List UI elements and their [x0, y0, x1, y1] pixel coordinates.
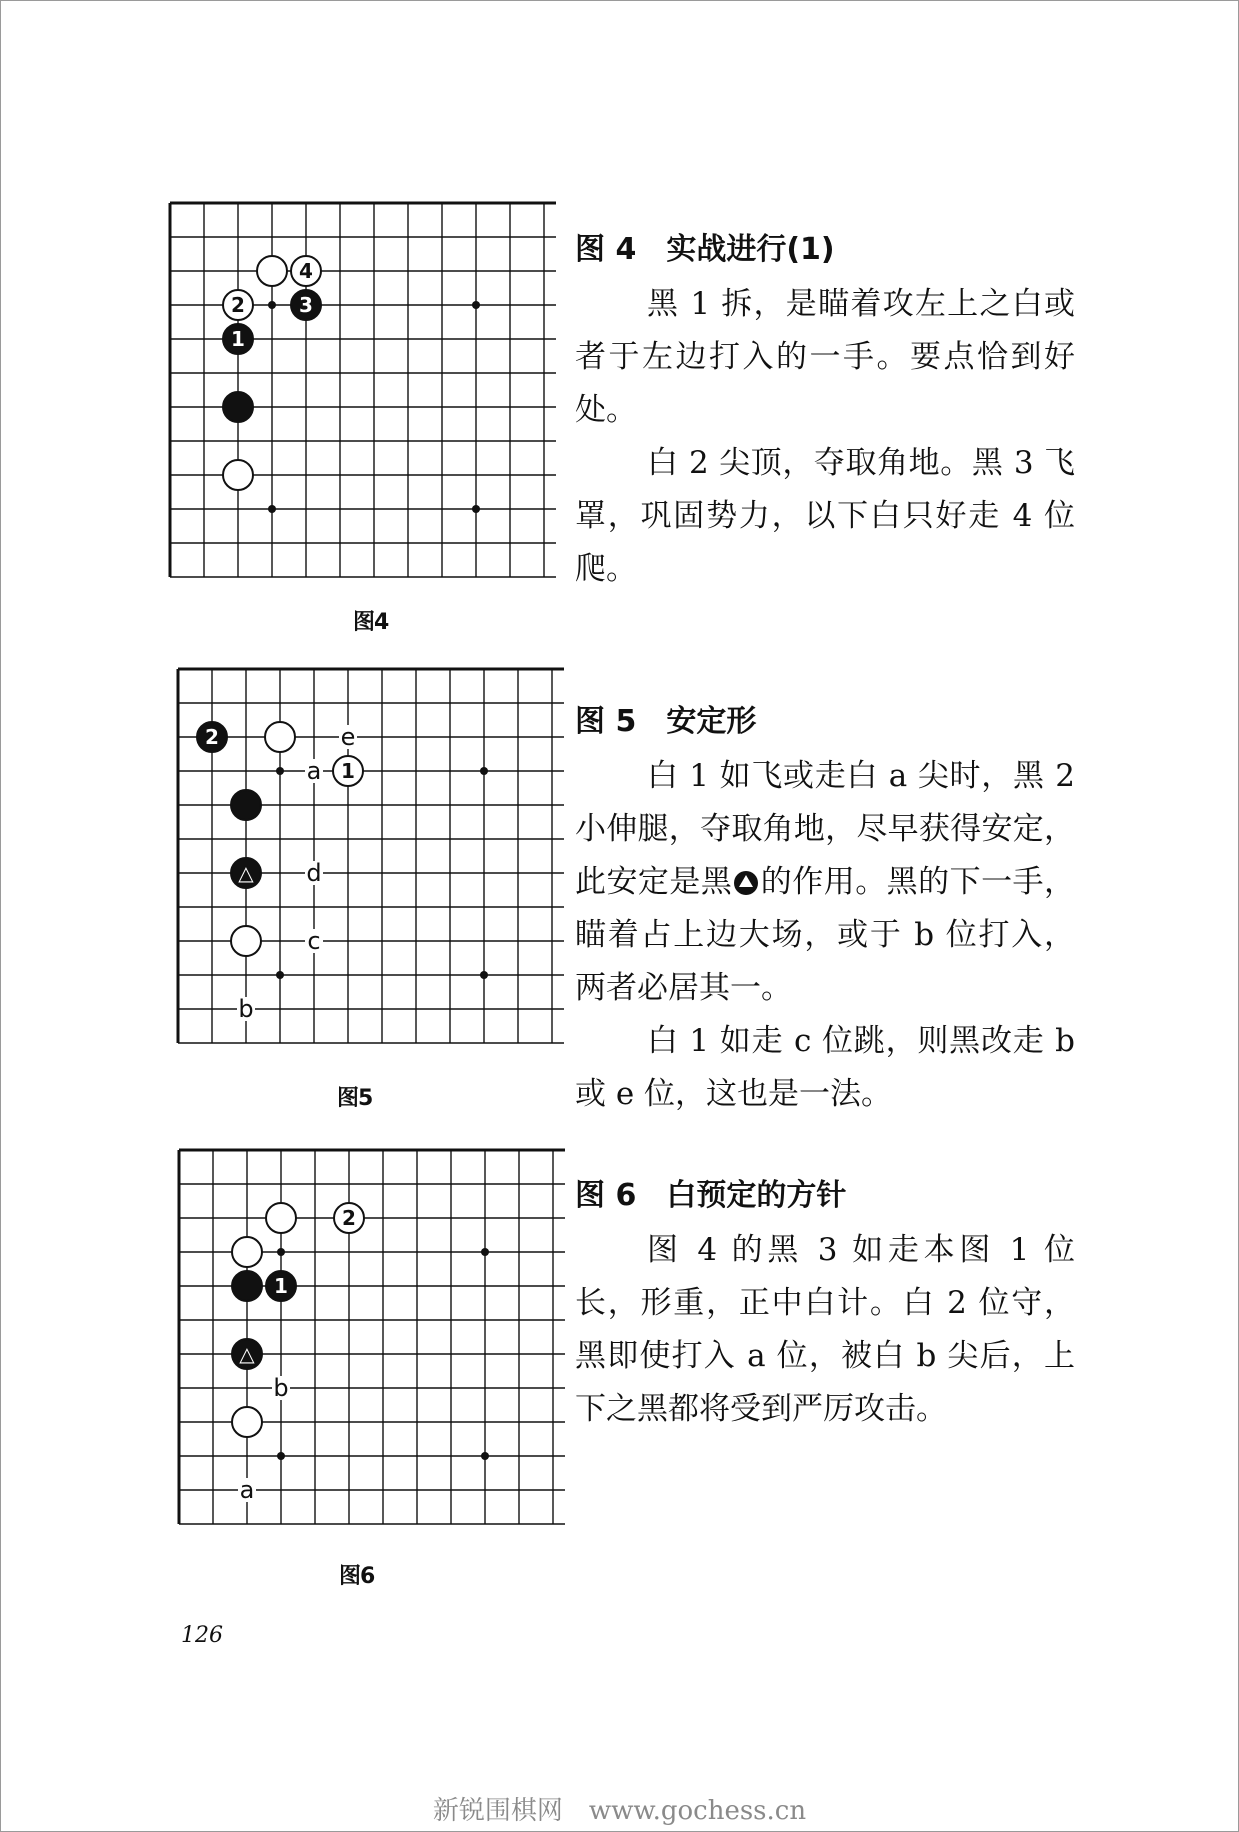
board-svg-fig4	[166, 199, 556, 592]
stone-label: 3	[299, 293, 313, 317]
black-triangle-stone-icon	[734, 871, 758, 895]
figure-caption-fig5: 图5	[337, 1086, 373, 1111]
site-watermark: 新锐围棋网 www.gochess.cn	[432, 1796, 807, 1826]
position-letter-a: a	[239, 1476, 255, 1504]
paragraph-fig5-2: 白 1 如走 c 位跳，则黑改走 b 或 e 位，这也是一法。	[575, 1023, 1075, 1112]
position-letter-e: e	[340, 723, 356, 751]
star-point	[276, 767, 284, 775]
stone-label: △	[239, 1342, 255, 1366]
white-stone	[223, 460, 253, 490]
commentary-fig6	[575, 1169, 1075, 1436]
star-point	[277, 1452, 285, 1460]
black-stone	[232, 1271, 262, 1301]
star-point	[472, 505, 480, 513]
go-board-fig4	[166, 199, 556, 592]
paragraph-fig5-1-text: 白 1 如飞或走白 a 尖时，黑 2 小伸腿，夺取角地，尽早获得安定，此安定是黑	[575, 758, 1075, 900]
paragraph-fig5-1	[575, 750, 1075, 1015]
star-point	[480, 767, 488, 775]
figure-caption-fig6: 图6	[339, 1564, 375, 1589]
white-stone	[232, 1407, 262, 1437]
stone-label: 1	[231, 327, 245, 351]
star-point	[277, 1248, 285, 1256]
paragraph-fig6-1: 图 4 的黑 3 如走本图 1 位长，形重，正中白计。白 2 位守，黑即使打入 a 位，被白 b 尖后，上下之黑都将受到严厉攻击。	[575, 1232, 1075, 1427]
position-letter-b: b	[273, 1374, 289, 1402]
paragraph-fig5-1-cont: 的作用。黑的下一手，瞄着占上边大场，或于 b 位打入，两者必居其一。	[575, 864, 1076, 1006]
black-stone	[231, 790, 261, 820]
stone-label: △	[238, 861, 254, 885]
star-point	[480, 971, 488, 979]
star-point	[472, 301, 480, 309]
black-stone	[223, 392, 253, 422]
heading-fig4: 图 4 实战进行(1)	[575, 232, 835, 267]
stone-label: 2	[342, 1206, 356, 1230]
go-board-fig5	[174, 665, 564, 1058]
board-svg-fig5	[174, 665, 564, 1058]
position-letter-b: b	[238, 995, 254, 1023]
commentary-fig4	[575, 223, 1075, 596]
page-number: 126	[181, 1623, 223, 1648]
star-point	[268, 505, 276, 513]
star-point	[481, 1248, 489, 1256]
paragraph-fig4-2: 白 2 尖顶，夺取角地。黑 3 飞罩，巩固势力，以下白只好走 4 位爬。	[575, 445, 1075, 587]
board-svg-fig6	[175, 1146, 565, 1539]
stone-label: 1	[274, 1274, 288, 1298]
go-board-fig6	[175, 1146, 565, 1539]
white-stone	[265, 722, 295, 752]
star-point	[276, 971, 284, 979]
stone-label: 1	[341, 759, 355, 783]
heading-fig5: 图 5 安定形	[575, 704, 757, 739]
star-point	[268, 301, 276, 309]
stone-label: 2	[231, 293, 245, 317]
position-letter-c: c	[307, 927, 321, 955]
stone-label: 4	[299, 259, 313, 283]
white-stone	[266, 1203, 296, 1233]
paragraph-fig4-1: 黑 1 拆，是瞄着攻左上之白或者于左边打入的一手。要点恰到好处。	[575, 286, 1075, 428]
white-stone	[231, 926, 261, 956]
position-letter-a: a	[306, 757, 322, 785]
star-point	[481, 1452, 489, 1460]
white-stone	[232, 1237, 262, 1267]
heading-fig6: 图 6 白预定的方针	[575, 1178, 847, 1213]
commentary-fig5	[575, 695, 1075, 1121]
figure-caption-fig4: 图4	[353, 610, 389, 635]
stone-label: 2	[205, 725, 219, 749]
position-letter-d: d	[306, 859, 322, 887]
white-stone	[257, 256, 287, 286]
